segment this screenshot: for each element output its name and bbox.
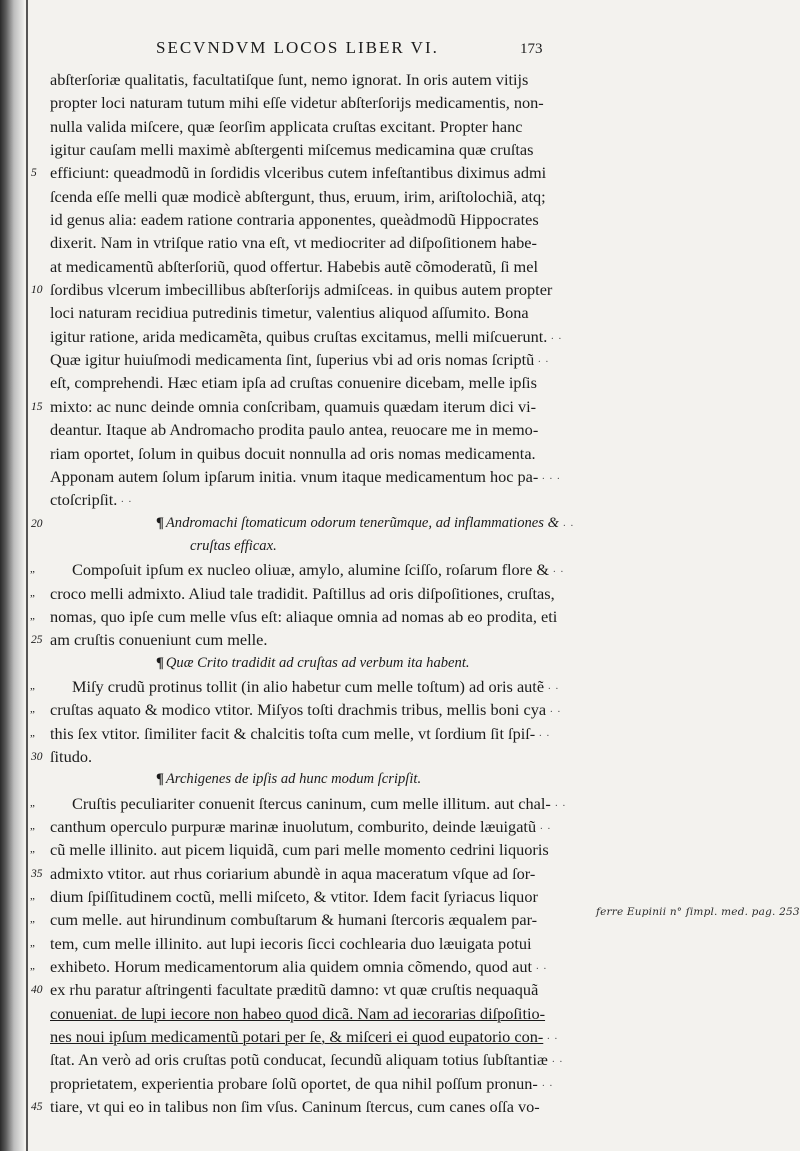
line-text: canthum operculo purpuræ marinæ inuolutum, comburito, deinde læuigatũ: [50, 817, 537, 836]
text-line: [28, 722, 800, 745]
line-text: nulla valida miſcere, quæ ſeorſim applicata cruſtas excitant. Propter hanc: [50, 116, 523, 136]
pilcrow-icon: ¶: [156, 514, 164, 531]
line-text: tiare, vt qui eo in talibus non ſim vſus. Caninum ſtercus, cum canes oſſa vo-: [50, 1097, 540, 1117]
text-line: [28, 512, 800, 535]
section-heading: [156, 512, 559, 535]
text-line: [28, 652, 800, 675]
line-text: Apponam autem ſolum ipſarum initia. vnum itaque medicamentum hoc pa-: [50, 466, 539, 486]
quote-mark: „: [30, 796, 35, 809]
text-line: [28, 161, 800, 184]
text-line: [28, 208, 800, 231]
line-number: 30: [31, 750, 43, 763]
line-text: tem, cum melle illinito. aut lupi iecoris ſicci cochlearia duo læuigata potui: [50, 933, 532, 953]
heading-text: Quæ Crito tradidit ad cruſtas ad verbum ita habent.: [165, 654, 470, 671]
text-line: [28, 815, 800, 838]
text-line: [28, 698, 800, 721]
line-text: mixto: ac nunc deinde omnia conſcribam, quamuis quædam iterum dici vi-: [50, 396, 537, 416]
line-text: ctoſcripſit.: [50, 490, 118, 510]
margin-dots: . .: [547, 1030, 559, 1043]
text-line: [28, 885, 800, 908]
margin-dots: . .: [548, 679, 560, 692]
margin-dots: . . .: [542, 469, 561, 482]
text-line: [28, 442, 800, 465]
text-line: [28, 91, 800, 114]
text-line: [28, 278, 800, 301]
line-number: 10: [31, 284, 43, 297]
line-text: id genus alia: eadem ratione contraria apponentes, queàdmodũ Hippocrates: [50, 210, 539, 230]
line-text: exhibeto. Horum medicamentorum alia quidem omnia cõmendo, quod aut: [50, 957, 532, 977]
main-text-block: [28, 68, 800, 1118]
book-page: [28, 0, 800, 1151]
line-text: cum melle. aut hirundinum combuſtarum & humani ſtercoris æqualem par-: [50, 910, 538, 930]
line-text: ex rhu paratur aſtringenti facultate præditũ damno: vt quæ cruſtis nequaquã: [50, 980, 539, 1000]
line-text: this ſex vtitor. ſimiliter facit & chalcitis toſta cum melle, vt ſordium ſit ſpiſ-: [50, 723, 536, 743]
text-line: [28, 932, 800, 955]
margin-dots: . .: [563, 516, 575, 529]
margin-dots: . .: [555, 796, 567, 809]
line-text: Compoſuit ipſum ex nucleo oliuæ, amylo, alumine ſciſſo, roſarum flore &: [72, 560, 550, 580]
text-line: [28, 488, 800, 511]
text-line: [28, 231, 800, 254]
text-line: [28, 1048, 800, 1071]
line-text: am cruſtis conueniunt cum melle.: [50, 630, 268, 650]
text-line: [28, 371, 800, 394]
quote-mark: „: [30, 703, 35, 716]
line-text: igitur ratione, arida medicamẽta, quibus cruſtas excitamus, melli miſcuerunt.: [50, 326, 548, 346]
line-number: 45: [31, 1101, 43, 1114]
heading-text: Archigenes de ipſis ad hunc modum ſcripſit.: [165, 771, 422, 788]
page-gutter-shadow: [0, 0, 24, 1151]
quote-mark: „: [30, 820, 35, 832]
line-text: Cruſtis peculiariter conuenit ſtercus caninum, cum melle illitum. aut chal-: [72, 793, 551, 813]
text-line: [28, 535, 800, 558]
line-text: Quæ igitur huiuſmodi medicamenta ſint, ſuperius vbi ad oris nomas ſcriptũ: [50, 350, 535, 370]
margin-dots: . .: [540, 820, 552, 832]
text-line: [28, 838, 800, 861]
line-number: 5: [31, 167, 37, 180]
line-text: cruſtas aquato & modico vtitor. Miſyos toſti drachmis tribus, mellis boni cya: [50, 700, 547, 720]
line-text: deantur. Itaque ab Andromacho prodita paulo antea, reuocare me in memo-: [50, 420, 539, 440]
quote-mark: „: [30, 679, 35, 692]
line-text: ſitudo.: [50, 746, 93, 766]
line-text: ſordibus vlcerum imbecillibus abſterſorijs admiſceas. in quibus autem propter: [50, 280, 553, 300]
line-text: Miſy crudũ protinus tollit (in alio habetur cum melle toſtum) ad oris autẽ: [72, 676, 545, 696]
quote-mark: „: [30, 936, 35, 949]
line-text: nomas, quo ipſe cum melle vſus eſt: aliaque omnia ad nomas ab eo prodita, eti: [50, 606, 558, 626]
text-line: [28, 675, 800, 698]
line-number: 20: [31, 517, 43, 530]
quote-mark: „: [30, 609, 35, 622]
line-text: riam oportet, ſolum in quibus docuit nonnulla ad oris nomas medicamenta.: [50, 443, 536, 463]
margin-dots: . .: [536, 960, 548, 973]
section-heading: [156, 652, 470, 675]
text-line: [28, 955, 800, 978]
text-line: [28, 395, 800, 418]
text-line: [28, 558, 800, 581]
margin-dots: . .: [550, 703, 562, 716]
text-line: [28, 582, 800, 605]
text-line: [28, 115, 800, 138]
text-line: [28, 68, 800, 91]
margin-dots: . .: [542, 1076, 554, 1089]
line-text: dixerit. Nam in vtriſque ratio vna eſt, vt mediocriter ad diſpoſitionem habe-: [50, 233, 537, 253]
line-text: croco melli admixto. Aliud tale tradidit. Paſtillus ad oris diſpoſitiones, cruſtas,: [50, 583, 555, 603]
line-text: abſterſoriæ qualitatis, facultatiſque ſunt, nemo ignorat. In oris autem vitijs: [50, 70, 529, 89]
line-text: conueniat. de lupi iecore non habeo quod dicã. Nam ad iecorarias diſpoſitio-: [50, 1003, 546, 1023]
text-line: [28, 1072, 800, 1095]
margin-dots: . .: [551, 329, 563, 342]
pilcrow-icon: ¶: [156, 654, 164, 671]
quote-mark: „: [30, 563, 35, 576]
text-line: [28, 348, 800, 371]
text-line: [28, 301, 800, 324]
margin-dots: . .: [539, 726, 551, 739]
text-line: [28, 418, 800, 441]
text-line: [28, 138, 800, 161]
text-line: [28, 1025, 800, 1048]
text-line: [28, 792, 800, 815]
line-text: ſtat. An verò ad oris cruſtas potũ conducat, ſecundũ aliquam totius ſubſtantiæ: [50, 1050, 548, 1070]
section-heading: cruſtas efficax.: [190, 537, 277, 554]
line-text: nes noui ipſum medicamentũ potari per ſe, & miſceri ei quod eupatorio con-: [50, 1027, 544, 1047]
page-header: [28, 38, 800, 62]
text-line: [28, 628, 800, 651]
text-line: [28, 1095, 800, 1118]
quote-mark: „: [30, 913, 35, 926]
line-number: 15: [31, 400, 43, 413]
line-text: eſt, comprehendi. Hæc etiam ipſa ad cruſtas conuenire dicebam, melle ipſis: [50, 373, 537, 393]
line-text: admixto vtitor. aut rhus coriarium abundè in aqua maceratum vſque ad ſor-: [50, 863, 536, 883]
running-title: SECVNDVM LOCOS LIBER VI.: [156, 38, 439, 57]
line-text: proprietatem, experientia probare ſolũ oportet, de qua nihil poſſum pronun-: [50, 1073, 538, 1093]
margin-dots: . .: [552, 1053, 564, 1066]
page-number: 173: [520, 41, 543, 57]
quote-mark: „: [30, 726, 35, 739]
line-text: at medicamentũ abſterſoriũ, quod offertur. Habebis autẽ cõmoderatũ, ſi mel: [50, 256, 538, 276]
text-line: [28, 325, 800, 348]
handwritten-marginal-note: ferre Eupinii n° ſimpl. med. pag. 253: [596, 906, 800, 918]
margin-dots: . .: [538, 353, 550, 366]
quote-mark: „: [30, 586, 35, 599]
line-text: loci naturam recidiua putredinis timetur, valentius aliquod aſſumito. Bona: [50, 303, 529, 323]
line-number: 40: [31, 984, 43, 997]
line-text: dium ſpiſſitudinem coctũ, melli miſceto, & vtitor. Idem facit ſyriacus liquor: [50, 887, 538, 907]
text-line: [28, 605, 800, 628]
text-line: [28, 255, 800, 278]
line-text: propter loci naturam tutum mihi eſſe videtur abſterſorijs medicamentis, non-: [50, 93, 544, 113]
margin-dots: . .: [121, 493, 133, 506]
text-line: [28, 768, 800, 791]
text-line: [28, 978, 800, 1001]
section-heading: [156, 768, 421, 791]
pilcrow-icon: ¶: [156, 771, 164, 788]
quote-mark: „: [30, 890, 35, 903]
line-text: igitur cauſam melli maximè abſtergenti miſcemus medicamina quæ cruſtas: [50, 140, 534, 160]
text-line: [28, 465, 800, 488]
quote-mark: „: [30, 843, 35, 856]
text-line: [28, 745, 800, 768]
margin-dots: . .: [553, 563, 565, 576]
line-text: cũ melle illinito. aut picem liquidã, cum pari melle momento cedrini liquoris: [50, 840, 549, 860]
quote-mark: „: [30, 960, 35, 973]
text-line: [28, 185, 800, 208]
text-line: [28, 1002, 800, 1025]
line-text: ſcenda eſſe melli quæ modicè abſtergunt, thus, eruum, irim, ariſtolochiã, atq;: [50, 186, 546, 206]
line-number: 35: [31, 867, 43, 880]
line-text: efficiunt: queadmodũ in ſordidis vlceribus cutem infeſtantibus diximus admi: [50, 163, 547, 183]
heading-text: Andromachi ſtomaticum odorum tenerũmque, ad inflammationes &: [165, 514, 559, 531]
line-number: 25: [31, 634, 43, 647]
text-line: [28, 862, 800, 885]
